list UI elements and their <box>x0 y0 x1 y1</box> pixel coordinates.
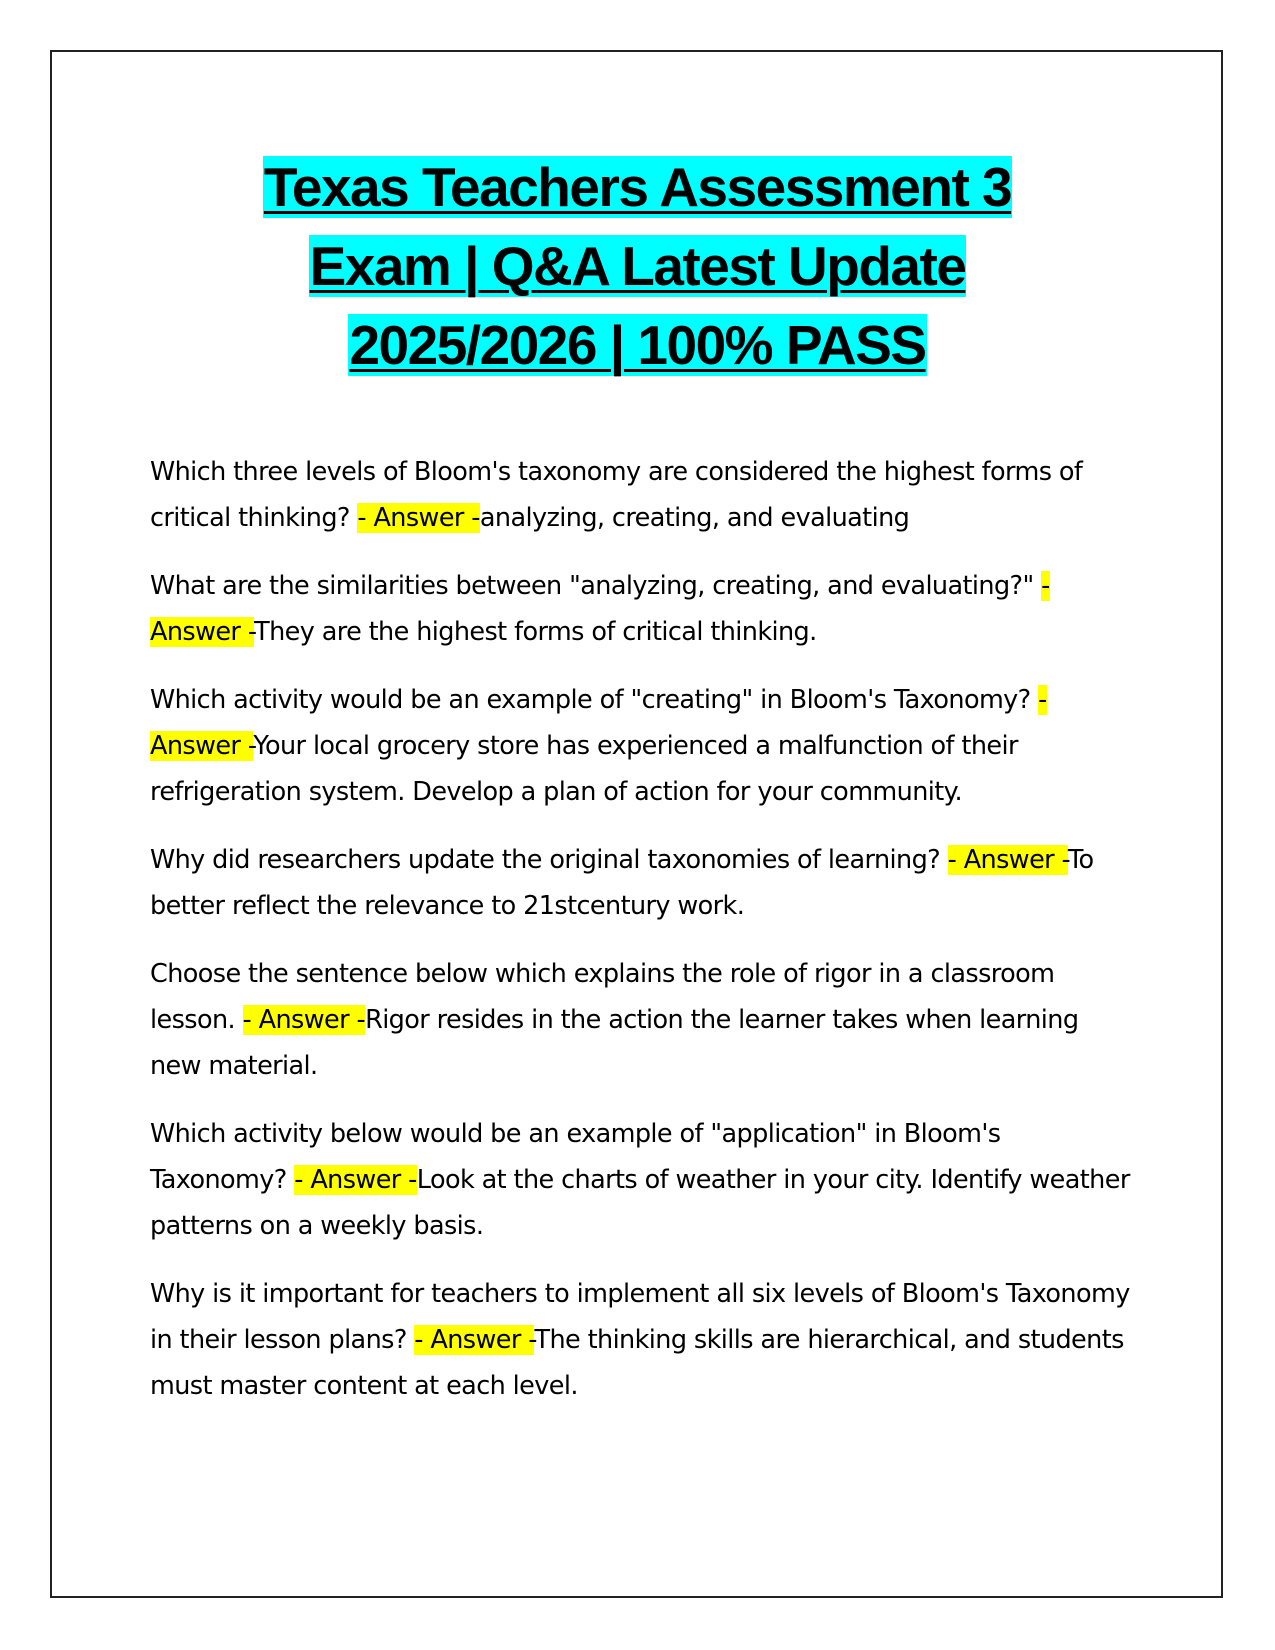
qa-list <box>150 449 1130 1431</box>
answer-text: Rigor resides in the action the learner takes when learning new material. <box>150 1005 1079 1081</box>
qa-item <box>150 677 1130 815</box>
question-text: Which activity below would be an example of "application" in Bloom's Taxonomy? <box>150 1119 1001 1195</box>
answer-marker: - Answer - <box>947 845 1068 875</box>
answer-marker: - Answer - <box>294 1165 417 1195</box>
qa-item <box>150 563 1130 655</box>
title-line: 2025/2026 | 100% PASS <box>349 314 926 376</box>
answer-marker: - Answer - <box>150 685 1047 761</box>
question-text: Why did researchers update the original taxonomies of learning? <box>150 845 948 875</box>
qa-item <box>150 951 1130 1089</box>
qa-item <box>150 1271 1130 1409</box>
title-line: Exam | Q&A Latest Update <box>309 235 966 297</box>
question-text: What are the similarities between "analyzing, creating, and evaluating?" <box>150 571 1042 601</box>
answer-text: analyzing, creating, and evaluating <box>479 503 910 533</box>
answer-marker: - Answer - <box>150 571 1050 647</box>
answer-text: To better reflect the relevance to 21stcentury work. <box>150 845 1094 921</box>
question-text: Why is it important for teachers to implement all six levels of Bloom's Taxonomy in their lesson plans? <box>150 1279 1130 1355</box>
qa-item <box>150 1111 1130 1249</box>
answer-text: Look at the charts of weather in your city. Identify weather patterns on a weekly basis. <box>150 1165 1130 1241</box>
answer-marker: - Answer - <box>242 1005 366 1035</box>
question-text: Choose the sentence below which explains the role of rigor in a classroom lesson. <box>150 959 1055 1035</box>
document-title <box>100 148 1175 385</box>
question-text: Which activity would be an example of "creating" in Bloom's Taxonomy? <box>150 685 1039 715</box>
qa-item <box>150 837 1130 929</box>
answer-marker: - Answer - <box>414 1325 535 1355</box>
answer-text: They are the highest forms of critical thinking. <box>254 617 817 647</box>
qa-item <box>150 449 1130 541</box>
title-line: Texas Teachers Assessment 3 <box>263 156 1012 218</box>
question-text: Which three levels of Bloom's taxonomy are considered the highest forms of critical thinking? <box>150 457 1083 533</box>
answer-text: The thinking skills are hierarchical, and students must master content at each level. <box>150 1325 1124 1401</box>
answer-marker: - Answer - <box>357 503 480 533</box>
answer-text: Your local grocery store has experienced a malfunction of their refrigeration system. Develop a plan of action for your community. <box>150 731 1018 807</box>
